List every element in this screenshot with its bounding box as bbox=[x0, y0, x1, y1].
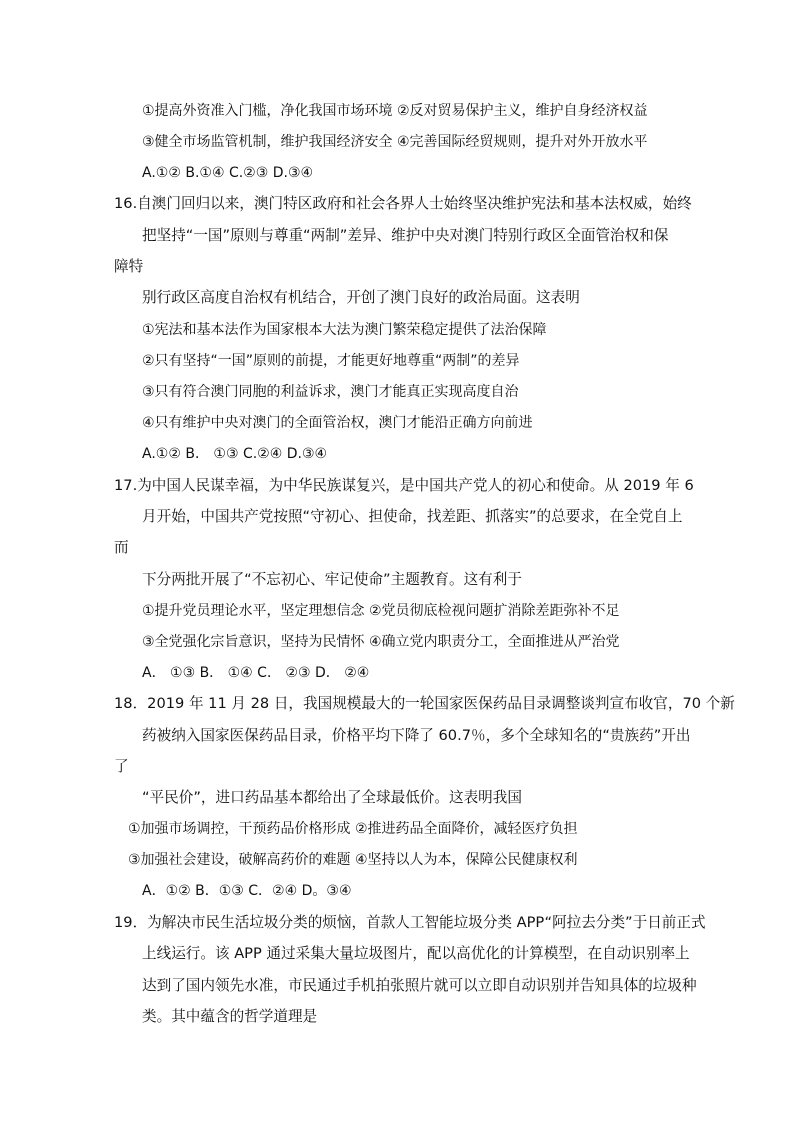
option-line-16-1: ①宪法和基本法作为国家根本大法为澳门繁荣稳定提供了法治保障 bbox=[142, 322, 547, 338]
option-line-18-1: ①加强市场调控，干预药品价格形成 ②推进药品全面降价，减轻医疗负担 bbox=[128, 821, 578, 837]
question-18-stem-1: 18．2019 年 11 月 28 日，我国规模最大的一轮国家医保药品目录调整谈判宣布收官，70 个新 bbox=[114, 695, 735, 712]
question-18-stem-4: “平民价”，进口药品基本都给出了全球最低价。这表明我国 bbox=[142, 789, 522, 806]
option-line-15-1: ①提高外资准入门槛，净化我国市场环境 ②反对贸易保护主义，维护自身经济权益 bbox=[142, 103, 648, 119]
question-17-stem-4: 下分两批开展了“不忘初心、牢记使命”主题教育。这有利于 bbox=[142, 571, 522, 588]
question-16-stem-1: 16.自澳门回归以来，澳门特区政府和社会各界人士始终坚决维护宪法和基本法权威，始终 bbox=[114, 195, 692, 212]
option-line-16-4: ④只有维护中央对澳门的全面管治权，澳门才能沿正确方向前进 bbox=[142, 415, 533, 431]
option-line-17-1: ①提升党员理论水平，坚定理想信念 ②党员彻底检视问题扩消除差距弥补不足 bbox=[142, 603, 620, 619]
question-17-stem-2: 月开始，中国共产党按照“守初心、担使命，找差距、抓落实”的总要求，在全党自上 bbox=[142, 508, 683, 525]
answer-choices-17: A． ①③ B． ①④ C． ②③ D． ②④ bbox=[142, 665, 370, 681]
question-17-stem-3: 而 bbox=[114, 539, 129, 556]
question-19-stem-1: 19．为解决市民生活垃圾分类的烦恼，首款人工智能垃圾分类 APP“阿拉去分类”于日前正式 bbox=[114, 914, 706, 931]
option-line-17-2: ③全党强化宗旨意识，坚持为民情怀 ④确立党内职责分工，全面推进从严治党 bbox=[142, 634, 620, 650]
option-line-16-2: ②只有坚持“一国”原则的前提，才能更好地尊重“两制”的差异 bbox=[142, 353, 520, 369]
question-19-stem-2: 上线运行。该 APP 通过采集大量垃圾图片，配以高优化的计算模型，在自动识别率上 bbox=[142, 945, 690, 962]
option-line-15-2: ③健全市场监管机制，维护我国经济安全 ④完善国际经贸规则，提升对外开放水平 bbox=[142, 134, 648, 150]
answer-choices-15: A.①② B.①④ C.②③ D.③④ bbox=[142, 165, 314, 181]
option-line-18-2: ③加强社会建设，破解高药价的难题 ④坚持以人为本，保障公民健康权利 bbox=[128, 852, 578, 868]
question-18-stem-2: 药被纳入国家医保药品目录，价格平均下降了 60.7％，多个全球知名的“贵族药”开出 bbox=[142, 727, 691, 744]
question-16-stem-4: 别行政区高度自治权有机结合，开创了澳门良好的政治局面。这表明 bbox=[142, 289, 580, 306]
question-19-stem-3: 达到了国内领先水准，市民通过手机拍张照片就可以立即自动识别并告知具体的垃圾种 bbox=[142, 977, 697, 994]
question-18-stem-3: 了 bbox=[114, 758, 129, 775]
option-line-16-3: ③只有符合澳门同胞的利益诉求，澳门才能真正实现高度自治 bbox=[142, 384, 519, 400]
answer-choices-18: A．①② B．①③ C．②④ D。③④ bbox=[142, 883, 352, 899]
answer-choices-16: A.①② B． ①③ C.②④ D.③④ bbox=[142, 446, 328, 462]
question-16-stem-3: 障特 bbox=[114, 258, 144, 275]
question-19-stem-4: 类。其中蕴含的哲学道理是 bbox=[142, 1008, 318, 1025]
question-16-stem-2: 把坚持“一国”原则与尊重“两制”差异、维护中央对澳门特别行政区全面管治权和保 bbox=[142, 227, 669, 244]
question-17-stem-1: 17.为中国人民谋幸福，为中华民族谋复兴，是中国共产党人的初心和使命。从 2019 年 6 bbox=[114, 477, 694, 494]
